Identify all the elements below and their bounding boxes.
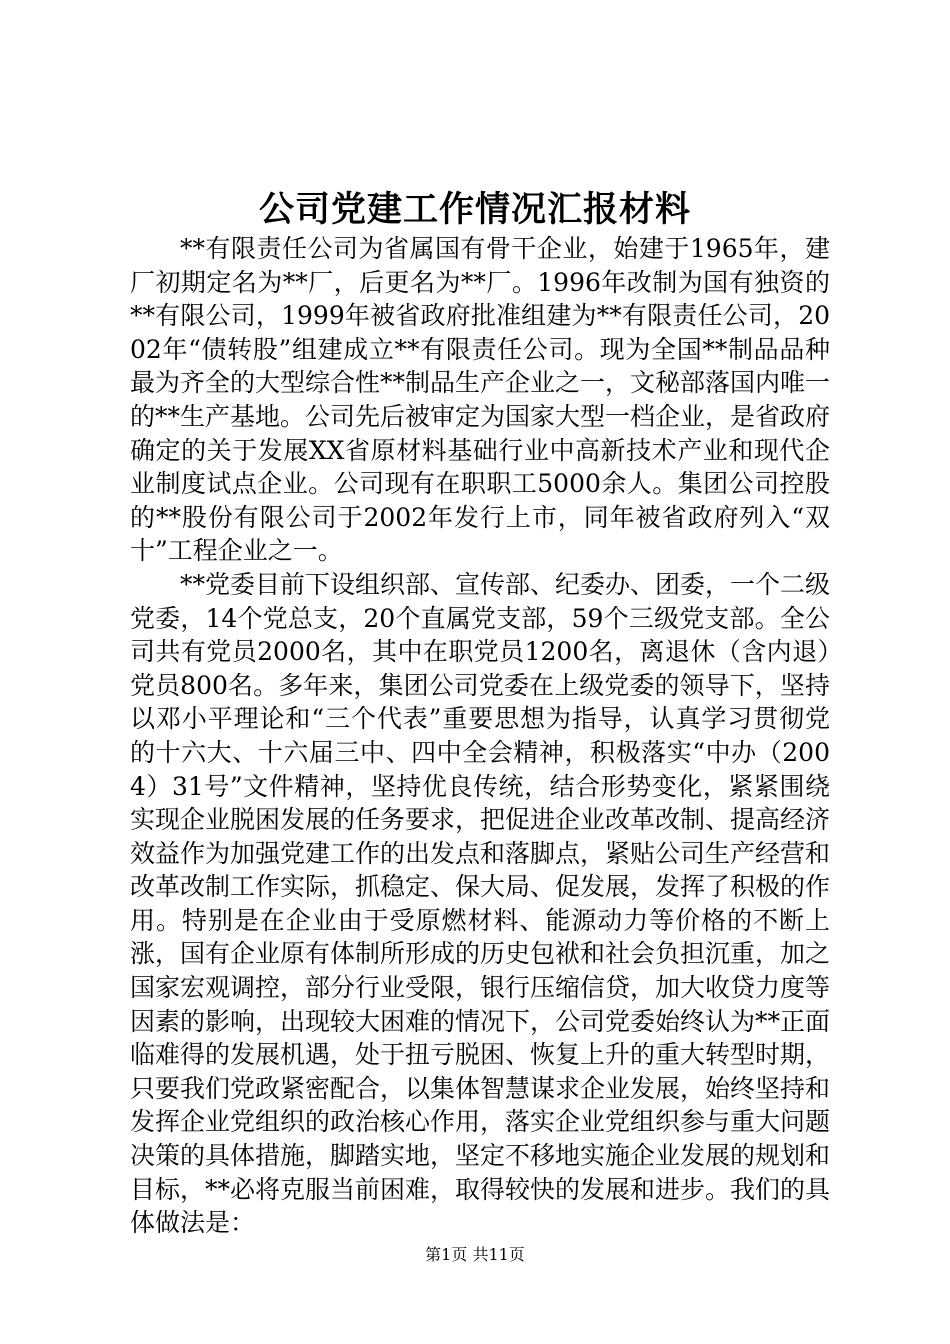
paragraph-party-committee: **党委目前下设组织部、宣传部、纪委办、团委，一个二级党委，14个党总支，20个直属党支部，59个三级党支部。全公司共有党员2000名，其中在职党员1200名，离退休（含内退）党员800名。多年来，集团公司党委在上级党委的领导下，坚持以邓小平理论和“三个代表”重要思想为指导，认真学习贯彻党的十六大、十六届三中、四中全会精神，积极落实“中办（2004）31号”文件精神，坚持优良传统，结合形势变化，紧紧围绕实现企业脱困发展的任务要求，把促进企业改革改制、提高经济效益作为加强党建工作的出发点和落脚点，紧贴公司生产经营和改革改制工作实际，抓稳定、保大局、促发展，发挥了积极的作用。特别是在企业由于受原燃材料、能源动力等价格的不断上涨，国有企业原有体制所形成的历史包袱和社会负担沉重，加之国家宏观调控，部分行业受限，银行压缩信贷，加大收贷力度等因素的影响，出现较大困难的情况下，公司党委始终认为**正面临难得的发展机遇，处于扭亏脱困、恢复上升的重大转型时期，只要我们党政紧密配合，以集体智慧谋求企业发展，始终坚持和发挥企业党组织的政治核心作用，落实企业党组织参与重大问题决策的具体措施，脚踏实地，坚定不移地实施企业发展的规划和目标，**必将克服当前困难，取得较快的发展和进步。我们的具体做法是： [130, 569, 831, 1238]
document-body [130, 232, 830, 1240]
paragraph-company-overview: **有限责任公司为省属国有骨干企业，始建于1965年，建厂初期定名为**厂，后更名为**厂。1996年改制为国有独资的**有限公司，1999年被省政府批准组建为**有限责任公司，2002年“债转股”组建成立**有限责任公司。现为全国**制品品种最为齐全的大型综合性**制品生产企业之一，文秘部落国内唯一的**生产基地。公司先后被审定为国家大型一档企业，是省政府确定的关于发展XX省原材料基础行业中高新技术产业和现代企业制度试点企业。公司现有在职职工5000余人。集团公司控股的**股份有限公司于2002年发行上市，同年被省政府列入“双十”工程企业之一。 [130, 234, 831, 566]
page-footer: 第1页 共11页 [425, 1245, 525, 1264]
document-title: 公司党建工作情况汇报材料 [258, 189, 691, 230]
